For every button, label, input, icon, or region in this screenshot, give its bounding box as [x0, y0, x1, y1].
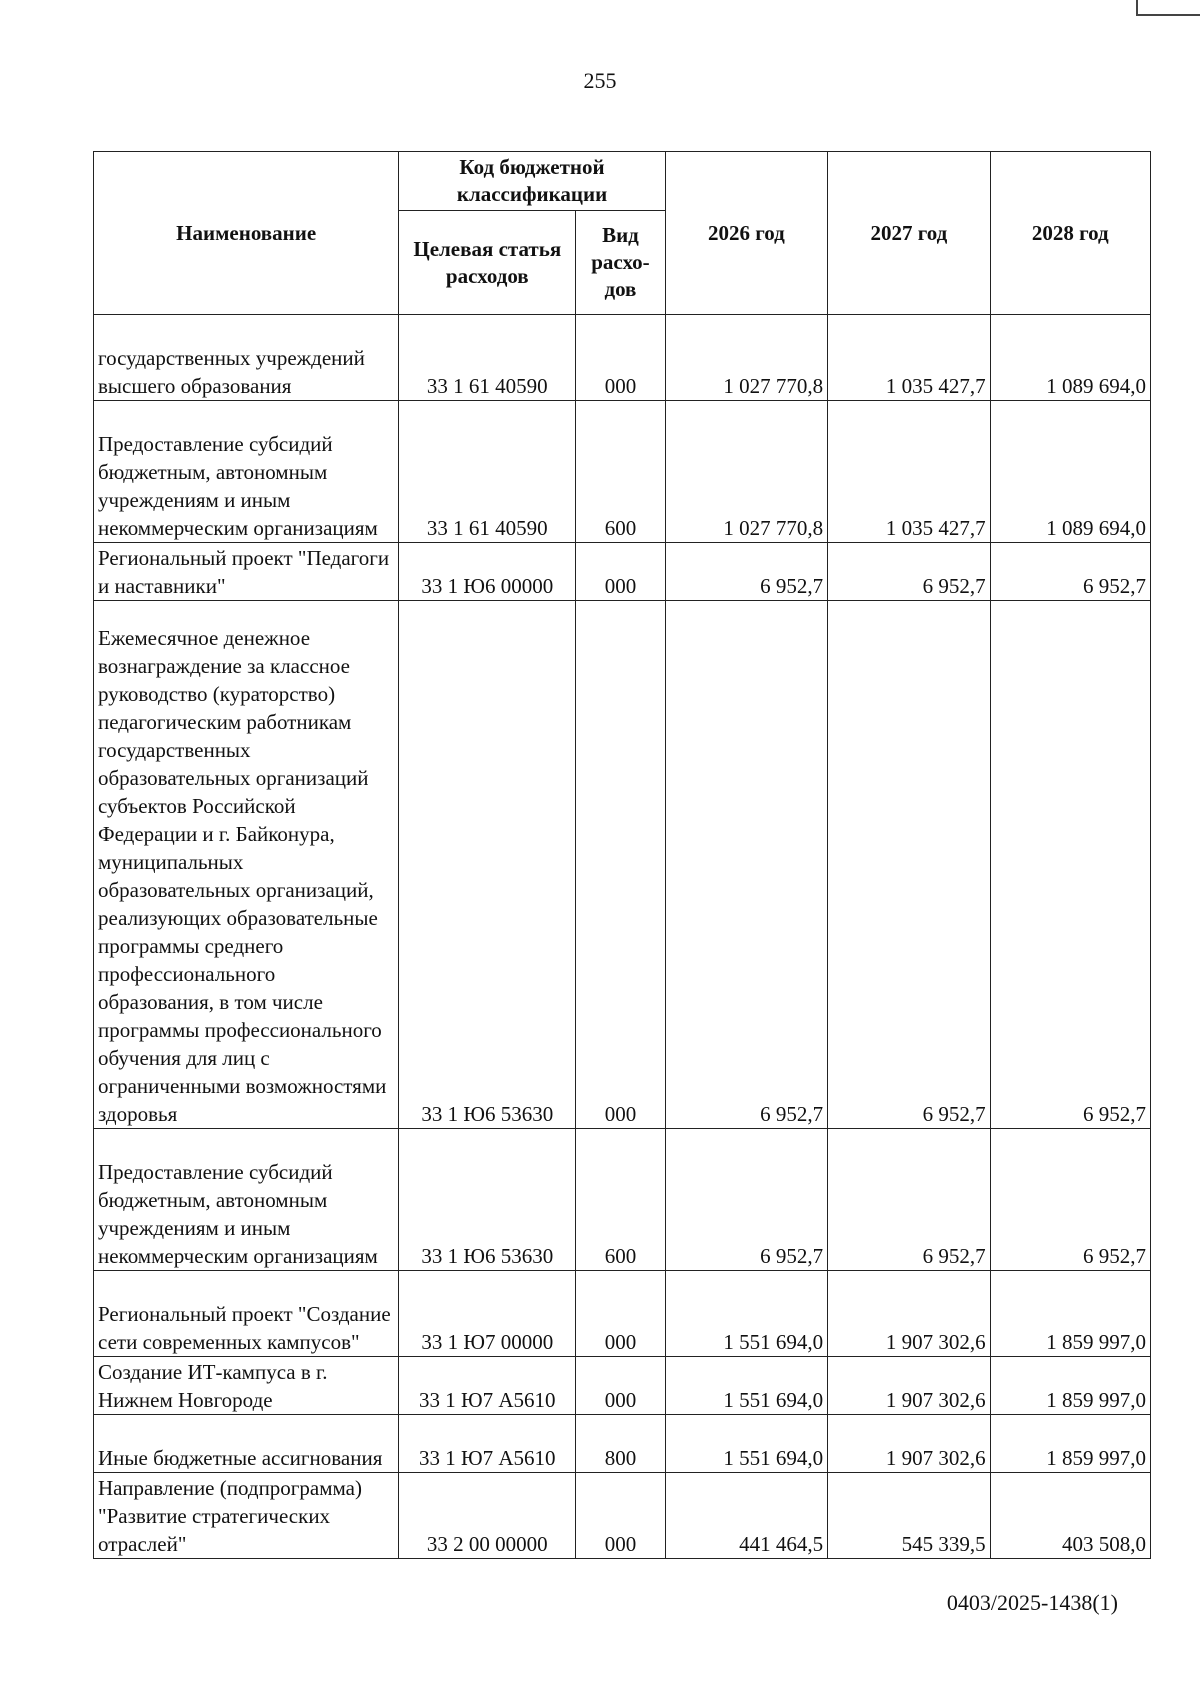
table-row	[94, 1129, 1151, 1271]
row-expense-type: 000	[576, 315, 665, 401]
header-name: Наименование	[94, 152, 399, 315]
table-row	[94, 1357, 1151, 1415]
row-value-2027: 6 952,7	[828, 601, 990, 1129]
row-target-article: 33 1 61 40590	[399, 401, 576, 543]
table-row	[94, 601, 1151, 1129]
row-value-2027: 1 907 302,6	[828, 1415, 990, 1473]
header-expense-type: Вид расхо-дов	[576, 211, 665, 315]
row-value-2028: 1 089 694,0	[990, 401, 1150, 543]
row-value-2026: 1 027 770,8	[665, 401, 827, 543]
row-value-2027: 1 907 302,6	[828, 1357, 990, 1415]
header-target-article: Целевая статья расходов	[399, 211, 576, 315]
row-target-article: 33 1 Ю6 53630	[399, 1129, 576, 1271]
header-kbk-group: Код бюджетной классификации	[399, 152, 665, 211]
row-value-2026: 1 551 694,0	[665, 1415, 827, 1473]
row-value-2027: 1 035 427,7	[828, 401, 990, 543]
row-name: Создание ИТ-кампуса в г. Нижнем Новгороде	[94, 1357, 399, 1415]
table-row	[94, 1271, 1151, 1357]
row-expense-type: 000	[576, 601, 665, 1129]
table-row	[94, 1415, 1151, 1473]
budget-table	[93, 151, 1151, 1559]
row-name: Предоставление субсидий бюджетным, автономным учреждениям и иным некоммерческим организациям	[94, 1129, 399, 1271]
row-expense-type: 000	[576, 1473, 665, 1559]
row-target-article: 33 1 Ю7 00000	[399, 1271, 576, 1357]
table-row	[94, 1473, 1151, 1559]
row-value-2026: 1 551 694,0	[665, 1357, 827, 1415]
table-row	[94, 543, 1151, 601]
table-row	[94, 315, 1151, 401]
row-name: государственных учреждений высшего образования	[94, 315, 399, 401]
row-value-2028: 6 952,7	[990, 601, 1150, 1129]
row-expense-type: 600	[576, 401, 665, 543]
row-value-2026: 1 551 694,0	[665, 1271, 827, 1357]
row-value-2027: 6 952,7	[828, 543, 990, 601]
corner-scan-mark	[1136, 0, 1200, 16]
row-value-2028: 6 952,7	[990, 1129, 1150, 1271]
row-value-2026: 6 952,7	[665, 1129, 827, 1271]
row-name: Ежемесячное денежное вознаграждение за классное руководство (кураторство) педагогическим работникам государственных образовательных организаций субъектов Российской Федерации и г. Байконура, муниципальных образовательных организаций, реализующих образовательные программы среднего профессионального образования, в том числе программы профессионального обучения для лиц с ограниченными возможностями здоровья	[94, 601, 399, 1129]
row-value-2028: 1 859 997,0	[990, 1271, 1150, 1357]
row-target-article: 33 1 Ю6 00000	[399, 543, 576, 601]
row-value-2027: 545 339,5	[828, 1473, 990, 1559]
row-name: Предоставление субсидий бюджетным, автономным учреждениям и иным некоммерческим организациям	[94, 401, 399, 543]
page-number: 255	[583, 68, 617, 93]
row-value-2026: 1 027 770,8	[665, 315, 827, 401]
row-value-2028: 6 952,7	[990, 543, 1150, 601]
row-name: Региональный проект "Педагоги и наставники"	[94, 543, 399, 601]
row-expense-type: 800	[576, 1415, 665, 1473]
header-year-2026: 2026 год	[665, 152, 827, 315]
row-value-2026: 6 952,7	[665, 601, 827, 1129]
row-value-2026: 441 464,5	[665, 1473, 827, 1559]
row-name: Направление (подпрограмма) "Развитие стратегических отраслей"	[94, 1473, 399, 1559]
row-expense-type: 600	[576, 1129, 665, 1271]
row-value-2028: 1 859 997,0	[990, 1357, 1150, 1415]
row-target-article: 33 2 00 00000	[399, 1473, 576, 1559]
header-year-2028: 2028 год	[990, 152, 1150, 315]
table-row	[94, 401, 1151, 543]
row-value-2027: 1 907 302,6	[828, 1271, 990, 1357]
row-name: Иные бюджетные ассигнования	[94, 1415, 399, 1473]
document-code: 0403/2025-1438(1)	[946, 1590, 1118, 1615]
row-value-2026: 6 952,7	[665, 543, 827, 601]
row-target-article: 33 1 Ю7 А5610	[399, 1357, 576, 1415]
row-target-article: 33 1 61 40590	[399, 315, 576, 401]
row-value-2028: 403 508,0	[990, 1473, 1150, 1559]
row-expense-type: 000	[576, 1357, 665, 1415]
row-name: Региональный проект "Создание сети современных кампусов"	[94, 1271, 399, 1357]
row-value-2028: 1 859 997,0	[990, 1415, 1150, 1473]
row-target-article: 33 1 Ю6 53630	[399, 601, 576, 1129]
row-value-2028: 1 089 694,0	[990, 315, 1150, 401]
row-value-2027: 6 952,7	[828, 1129, 990, 1271]
row-value-2027: 1 035 427,7	[828, 315, 990, 401]
row-expense-type: 000	[576, 543, 665, 601]
header-year-2027: 2027 год	[828, 152, 990, 315]
row-expense-type: 000	[576, 1271, 665, 1357]
row-target-article: 33 1 Ю7 А5610	[399, 1415, 576, 1473]
